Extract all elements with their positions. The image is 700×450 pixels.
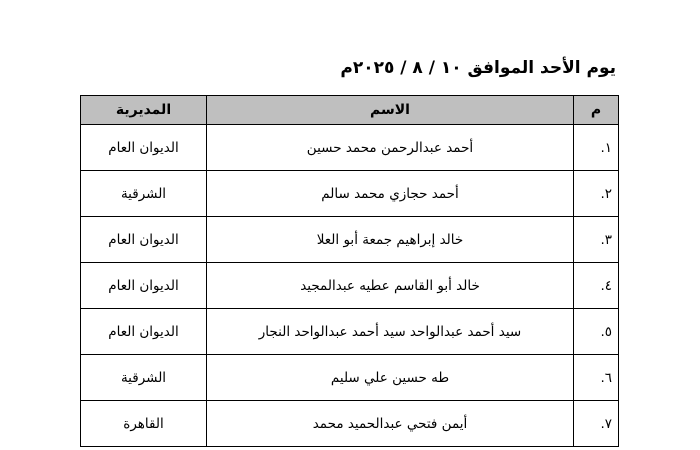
table-row <box>81 355 619 401</box>
table-row <box>81 125 619 171</box>
table-row <box>81 171 619 217</box>
row-name: أيمن فتحي عبدالحميد محمد <box>207 401 574 447</box>
table-row <box>81 217 619 263</box>
row-number: ٧. <box>574 401 619 447</box>
column-header-name: الاسم <box>207 96 574 125</box>
row-directorate: الديوان العام <box>81 263 207 309</box>
row-name: طه حسين علي سليم <box>207 355 574 401</box>
row-number: ١. <box>574 125 619 171</box>
row-number: ٤. <box>574 263 619 309</box>
row-directorate: الديوان العام <box>81 309 207 355</box>
row-name: خالد إبراهيم جمعة أبو العلا <box>207 217 574 263</box>
row-directorate: القاهرة <box>81 401 207 447</box>
row-name: أحمد عبدالرحمن محمد حسين <box>207 125 574 171</box>
row-directorate: الشرقية <box>81 171 207 217</box>
row-name: سيد أحمد عبدالواحد سيد أحمد عبدالواحد النجار <box>207 309 574 355</box>
row-number: ٥. <box>574 309 619 355</box>
table-row <box>81 401 619 447</box>
table-row <box>81 309 619 355</box>
row-number: ٦. <box>574 355 619 401</box>
row-name: أحمد حجازي محمد سالم <box>207 171 574 217</box>
row-directorate: الديوان العام <box>81 125 207 171</box>
row-directorate: الديوان العام <box>81 217 207 263</box>
column-header-number: م <box>574 96 619 125</box>
row-number: ٣. <box>574 217 619 263</box>
row-directorate: الشرقية <box>81 355 207 401</box>
roster-table <box>80 95 619 447</box>
table-header-row <box>81 96 619 125</box>
row-number: ٢. <box>574 171 619 217</box>
date-heading: يوم الأحد الموافق ١٠ / ٨ / ٢٠٢٥م <box>340 58 616 78</box>
column-header-directorate: المديرية <box>81 96 207 125</box>
row-name: خالد أبو القاسم عطيه عبدالمجيد <box>207 263 574 309</box>
table-row <box>81 263 619 309</box>
